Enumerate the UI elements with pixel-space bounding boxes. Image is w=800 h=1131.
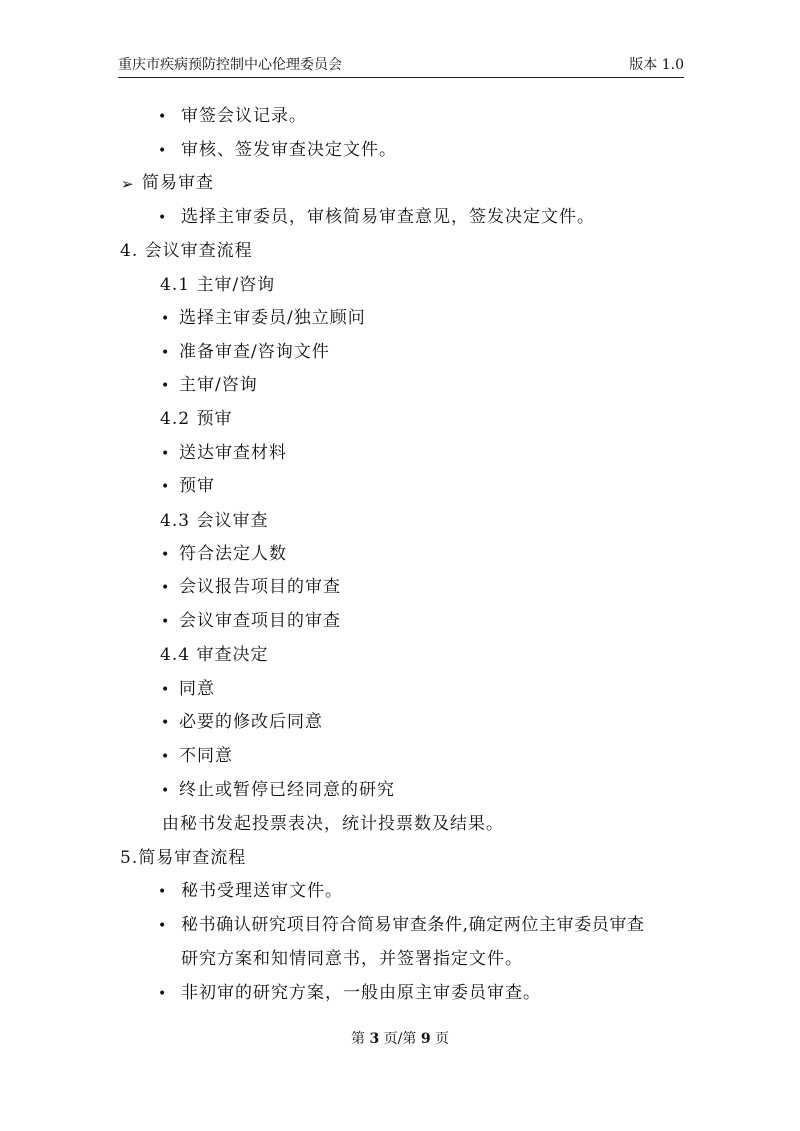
list-item: 必要的修改后同意 (179, 712, 323, 732)
list-item: 会议审查项目的审查 (179, 611, 341, 631)
subsection-heading: 4.1 主审/咨询 (160, 275, 276, 295)
list-item: 秘书确认研究项目符合简易审查条件,确定两位主审委员审查 (181, 915, 645, 935)
list-item: 同意 (179, 679, 215, 699)
page-footer (0, 1028, 800, 1048)
list-item: 符合法定人数 (179, 544, 287, 564)
bullet-icon: • (161, 783, 170, 799)
subsection-heading: 4.4 审查决定 (160, 645, 269, 665)
subsection-heading: 4.3 会议审查 (160, 511, 269, 531)
list-item: 终止或暂停已经同意的研究 (179, 780, 395, 800)
paragraph: 由秘书发起投票表决，统计投票数及结果。 (162, 814, 504, 834)
bullet-icon: • (161, 614, 170, 630)
bullet-icon: • (161, 547, 170, 563)
list-item: 预审 (179, 476, 215, 496)
list-item: 送达审查材料 (179, 443, 287, 463)
list-item: 会议报告项目的审查 (179, 577, 341, 597)
section-heading: 5.简易审查流程 (120, 848, 247, 868)
bullet-icon: • (161, 479, 170, 495)
bullet-icon: • (158, 884, 167, 900)
list-item: 秘书受理送审文件。 (181, 881, 343, 901)
bullet-icon: • (158, 986, 167, 1002)
bullet-icon: • (161, 715, 170, 731)
list-item: 非初审的研究方案，一般由原主审委员审查。 (181, 983, 541, 1003)
section-heading: 4. 会议审查流程 (120, 241, 253, 261)
footer-middle: 页/第 (379, 1031, 421, 1047)
list-item: 审核、签发审查决定文件。 (181, 140, 397, 160)
arrow-bullet-icon: ➢ (121, 175, 134, 193)
page-header (118, 54, 684, 78)
list-item: 准备审查/咨询文件 (179, 342, 330, 362)
list-item: 审签会议记录。 (181, 106, 307, 126)
bullet-icon: • (158, 918, 167, 934)
footer-prefix: 第 (350, 1031, 370, 1047)
header-version: 版本 1.0 (629, 57, 684, 73)
bullet-icon: • (158, 143, 167, 159)
bullet-icon: • (158, 210, 167, 226)
bullet-icon: • (161, 345, 170, 361)
section-heading: 简易审查 (142, 173, 214, 193)
footer-suffix: 页 (430, 1031, 450, 1047)
bullet-icon: • (161, 311, 170, 327)
bullet-icon: • (161, 682, 170, 698)
current-page-number: 3 (369, 1031, 380, 1047)
header-divider (118, 77, 684, 78)
bullet-icon: • (161, 446, 170, 462)
bullet-icon: • (161, 580, 170, 596)
list-item: 选择主审委员/独立顾问 (179, 308, 366, 328)
list-item-continuation: 研究方案和知情同意书，并签署指定文件。 (181, 949, 523, 969)
bullet-icon: • (161, 378, 170, 394)
bullet-icon: • (161, 749, 170, 765)
subsection-heading: 4.2 预审 (160, 409, 233, 429)
list-item: 不同意 (179, 746, 233, 766)
header-organization: 重庆市疾病预防控制中心伦理委员会 (118, 57, 342, 73)
list-item: 主审/咨询 (179, 375, 258, 395)
list-item: 选择主审委员，审核简易审查意见，签发决定文件。 (181, 207, 595, 227)
bullet-icon: • (158, 109, 167, 125)
total-page-number: 9 (420, 1031, 431, 1047)
